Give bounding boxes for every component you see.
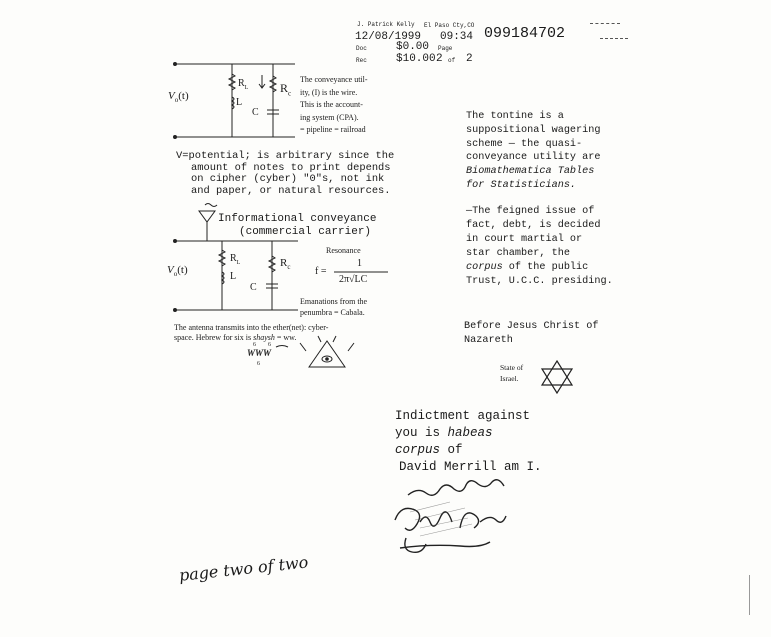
potential-note: [170, 151, 394, 197]
tontine-line: conveyance utility are: [466, 152, 601, 164]
circuit1-rc-sub: c: [288, 89, 292, 98]
tontine-italic-line: Biomathematica Tables: [466, 166, 595, 178]
before-line: Nazareth: [464, 335, 513, 346]
page-number: 2: [436, 53, 443, 65]
recorder-name: J. Patrick Kelly: [357, 21, 415, 28]
six-mark-c: 6: [257, 361, 260, 367]
indictment-line: David Merrill am I.: [399, 460, 542, 474]
feigned-line: Trust, U.C.C. presiding.: [466, 276, 613, 287]
state-line: State of: [500, 363, 524, 372]
tontine-line: suppositional wagering: [466, 124, 601, 136]
rec-fee-label: Rec: [356, 57, 367, 64]
circuit2-rl: R: [230, 253, 237, 264]
circuit2-v: V: [167, 264, 174, 276]
indictment-corpus: corpus: [395, 443, 441, 457]
tontine-italic-line: for Statisticians.: [466, 179, 577, 191]
before-paragraph: [464, 320, 599, 348]
scan-speck: [749, 575, 751, 615]
circuit1-v-sub: o: [174, 96, 179, 105]
antenna-note: [174, 323, 328, 343]
circuit1-rl-label: [238, 78, 248, 91]
www-label: WWW: [247, 348, 272, 358]
frequency-numerator: 1: [357, 258, 362, 269]
emanations-line: penumbra = Cabala.: [300, 308, 365, 317]
circuit1-note-line: This is the account-: [300, 100, 363, 109]
circuit1-note-line: ity, (I) is the wire.: [300, 87, 358, 97]
emanations-note: [300, 296, 367, 318]
circuit2-title: Informational conveyance: [218, 213, 377, 225]
scan-speck: [600, 38, 628, 40]
circuit1-source-label: [168, 90, 189, 104]
rec-fee-amount: $10.00: [396, 53, 436, 65]
scan-speck: [590, 23, 620, 25]
circuit2-rc-label: [280, 257, 290, 271]
circuit1-l-label: L: [236, 97, 243, 108]
six-mark-b: 6: [268, 342, 271, 348]
tontine-paragraph: [466, 110, 601, 193]
feigned-corpus-line: [466, 261, 613, 275]
circuit1-rl-sub: L: [244, 85, 249, 91]
emanations-line: Emanations from the: [300, 297, 368, 306]
indictment-habeas: habeas: [447, 426, 493, 440]
circuit2-c-label: C: [250, 282, 257, 293]
state-line: Israel.: [500, 374, 519, 383]
indictment-block: [395, 408, 542, 476]
circuit2-source-label: [167, 264, 188, 278]
indictment-line: Indictment against: [395, 409, 531, 423]
feigned-line: fact, debt, is decided: [466, 220, 601, 231]
circuit2-rc-sub: c: [287, 263, 291, 272]
recording-date: 12/08/1999: [355, 31, 422, 43]
circuit1-note-line: The conveyance util-: [300, 75, 368, 84]
page-label: Page: [438, 45, 453, 52]
page-of: of: [448, 57, 456, 64]
circuit2-subtitle: (commercial carrier): [239, 226, 372, 238]
state-of-israel: [500, 362, 523, 384]
potential-note-line: amount of notes to print depends: [191, 161, 391, 174]
antenna-note-line2c: = ww.: [274, 333, 297, 342]
circuit1-note-line: = pipeline = railroad: [300, 125, 366, 134]
doc-fee-label: Doc: [356, 45, 367, 52]
circuit2-l-label: L: [230, 271, 237, 282]
tontine-line: The tontine is a: [466, 111, 564, 122]
recording-time: 09:34: [440, 31, 474, 43]
indictment-of: of: [440, 443, 463, 457]
recorder-county: El Paso Cty,CO: [424, 22, 475, 29]
circuit1-rl: R: [238, 78, 245, 89]
circuit2-rc: R: [280, 257, 288, 269]
six-mark-a: 6: [253, 342, 256, 348]
antenna-note-shaysh: shaysh: [253, 333, 275, 342]
indictment-line2a: you is: [395, 426, 448, 440]
feigned-corpus-word: corpus: [466, 262, 503, 273]
doc-fee-amount: $0.00: [396, 41, 430, 53]
feigned-line: star chamber, the: [466, 248, 570, 259]
antenna-note-line1: The antenna transmits into the ether(net): cyber-: [174, 323, 329, 332]
circuit1-c-label: C: [252, 107, 259, 118]
circuit1-note: [300, 74, 368, 137]
circuit1-v: V: [168, 90, 175, 102]
circuit1-rc: R: [280, 81, 289, 95]
circuit2-rl-label: [230, 253, 240, 266]
circuit1-rc-label: [280, 81, 291, 97]
before-line: Before Jesus Christ of: [464, 321, 599, 332]
circuit1-note-line: ing system (CPA).: [300, 112, 359, 122]
circuit1-v-arg: (t): [178, 90, 189, 102]
frequency-label: f =: [315, 266, 327, 277]
potential-note-line: V=potential; is arbitrary since the: [176, 150, 395, 162]
tontine-line: scheme — the quasi-: [466, 138, 583, 150]
page-total: 2: [466, 53, 473, 65]
circuit2-v-arg: (t): [177, 264, 188, 276]
antenna-note-line2a: space. Hebrew for six is: [174, 333, 254, 342]
feigned-line: —The feigned issue of: [466, 206, 595, 217]
feigned-paragraph: [466, 205, 613, 289]
frequency-denominator: 2π√LC: [339, 274, 368, 285]
circuit2-v-sub: o: [173, 270, 178, 279]
feigned-corpus-rest: of the public: [502, 262, 589, 273]
resonance-label: Resonance: [326, 246, 361, 255]
circuit2-rl-sub: L: [236, 260, 241, 266]
potential-note-line: and paper, or natural resources.: [191, 184, 391, 197]
feigned-line: in court martial or: [466, 234, 583, 245]
potential-note-line: on cipher (cyber) "0"s, not ink: [191, 173, 385, 185]
handwritten-page-note: page two of two: [178, 552, 310, 585]
reception-number: 099184702: [484, 25, 566, 42]
